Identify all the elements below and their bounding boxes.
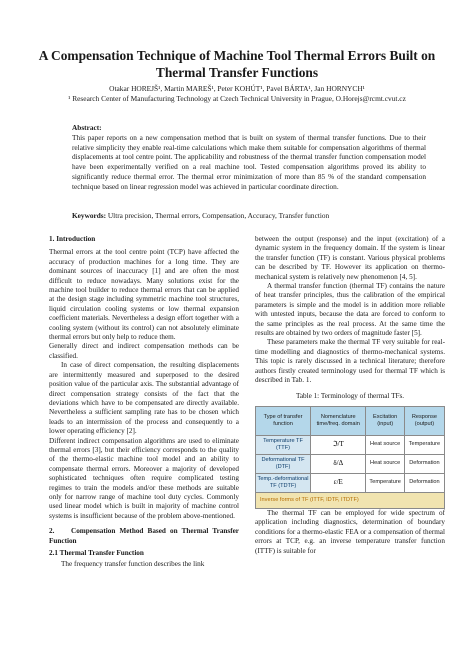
table-cell-symbol: ℑ/T xyxy=(311,435,366,454)
table-caption: Table 1: Terminology of thermal TFs. xyxy=(295,391,405,400)
paragraph: In case of direct compensation, the resulting displacements are intermittently measured and superposed to the desired position value of the particular axis. The substantial advantage of direct compensation strategy consists of the fact that the deviations which have to be compensated are directly available. Nevertheless a sufficient sampling rate has to be chosen which leads to an intermission of the process and consequently to a lower operating efficiency [2]. xyxy=(49,361,239,436)
paragraph: A thermal transfer function (thermal TF) contains the nature of heat transfer principles, thus the calibration of the empirical parameters is simple and the model is in addition more reliable with untested inputs, because the data are forced to conform to the same principles as the real process. At the same time the results are obtained by two orders of magnitude faster [5]. xyxy=(255,282,445,338)
paragraph: These parameters make the thermal TF very suitable for real-time modelling and diagnostics of thermo-mechanical systems. This topic is rarely discussed in a technical literature; therefore authors firstly created terminology used for thermal TF which is described in Tab. 1. xyxy=(255,338,445,385)
abstract-heading: Abstract: xyxy=(72,123,102,132)
author-list: Otakar HOREJŠ¹, Martin MAREŠ¹, Peter KOHÚT¹, Pavel BÁRTA¹, Jan HORNYCH¹ xyxy=(109,84,365,93)
author-affiliation: ¹ Research Center of Manufacturing Technology at Czech Technical University in Prague, O.Horejs@rcmt.cvut.cz xyxy=(68,94,406,103)
abstract-text: This paper reports on a new compensation method that is built on system of thermal transfer functions. Due to their relative simplicity they enable real-time calculations which make them suitable for compensation algorithms of thermal displacements at tool centre point. The applicability and robustness of the thermal transfer function compensation model have been experimentally verified on a real machine tool. Tested compensation algorithms proved its ability to significantly reduce thermal error. The thermal error minimization of more than 85 % of the standard compensation technique based on linear regression model was achieved in particular coordinate direction. xyxy=(72,132,426,191)
section-number: 2. xyxy=(49,527,55,536)
table-cell-symbol: δ/Δ xyxy=(311,454,366,473)
section-title: Compensation Method Based on Thermal Transfer Function xyxy=(49,527,239,545)
author-block xyxy=(10,84,464,104)
table-cell-name: Deformational TF (DTF) xyxy=(256,454,311,473)
section-heading-method xyxy=(49,527,239,546)
table-cell-output: Deformation xyxy=(404,454,444,473)
paragraph: Thermal errors at the tool centre point (TCP) have affected the accuracy of production machines for a long time. They are dominant sources of inaccuracy [1] and are often the most difficult to reduce nowadays. Many solutions exist for the machine tool builder to reduce thermal errors that can be applied at the design stage including symmetric machine tool structures, liquid circulation cooling systems or low thermal expansion coefficient materials. Nevertheless a design effort together with a cooling system (without its control) can not absolutely eliminate thermal errors but only help to reduce them. xyxy=(49,248,239,342)
abstract-section xyxy=(72,123,426,191)
table-header-cell: Nomenclature time/freq. domain xyxy=(311,406,366,435)
table-cell-input: Heat source xyxy=(366,435,404,454)
paragraph: The frequency transfer function describes the link xyxy=(61,560,205,569)
table-cell-output: Temperature xyxy=(404,435,444,454)
table-row xyxy=(256,473,445,492)
table-cell-input: Heat source xyxy=(366,454,404,473)
table-header-cell: Excitation (input) xyxy=(366,406,404,435)
table-header-cell: Response (output) xyxy=(404,406,444,435)
table-row xyxy=(256,435,445,454)
paper-title: A Compensation Technique of Machine Tool Thermal Errors Built on Thermal Transfer Functions xyxy=(38,48,436,80)
table-header-cell: Type of transfer function xyxy=(256,406,311,435)
table-cell-input: Temperature xyxy=(366,473,404,492)
terminology-table xyxy=(255,406,445,509)
keywords-heading: Keywords: xyxy=(72,211,107,220)
left-column xyxy=(49,235,239,570)
paragraph: Different indirect compensation algorithms are used to eliminate thermal errors [3], but their efficiency corresponds to the quality of the thermo-elastic machine tool model and an ability to compensate thermal errors. Moreover a majority of developed sophisticated techniques often require complicated testing regimes to train the models and/or these methods are suitable only for narrow range of machine tool duty cycles. Commonly used linear model which is built in majority of machine control systems is insufficient because of the problem above-mentioned. xyxy=(49,436,239,520)
table-footer-cell: Inverse forms of TF (ITTF, IDTF, ITDTF) xyxy=(256,492,445,508)
subsection-heading: 2.1 Thermal Transfer Function xyxy=(49,549,144,557)
table-row xyxy=(256,454,445,473)
section-heading-introduction: 1. Introduction xyxy=(49,235,96,243)
table-cell-symbol: ε/E xyxy=(311,473,366,492)
keywords-text: Ultra precision, Thermal errors, Compensation, Accuracy, Transfer function xyxy=(107,211,330,220)
table-header-row xyxy=(256,406,445,435)
table-cell-name: Temp.-deformational TF (TDTF) xyxy=(256,473,311,492)
table-footer-row xyxy=(256,492,445,508)
paragraph: The thermal TF can be employed for wide spectrum of application including diagnostics, determination of boundary conditions for a thermo-elastic FEA or a compensation of thermal errors at TCP, e.g. an inverse temperature transfer function (ITTF) is suitable for xyxy=(255,508,445,555)
table-cell-name: Temperature TF (TTF) xyxy=(256,435,311,454)
table-cell-output: Deformation xyxy=(404,473,444,492)
right-column xyxy=(255,235,445,556)
paragraph: Generally direct and indirect compensation methods can be classified. xyxy=(49,342,239,360)
keywords-line xyxy=(72,211,426,221)
paragraph: between the output (response) and the input (excitation) of a dynamic system in the frequency domain. If the system is linear the transfer function (TF) is constant. Various physical problems can be described by TF. However its application on thermo-mechanical system is relatively new phenomenon [4, 5]. xyxy=(255,235,445,281)
